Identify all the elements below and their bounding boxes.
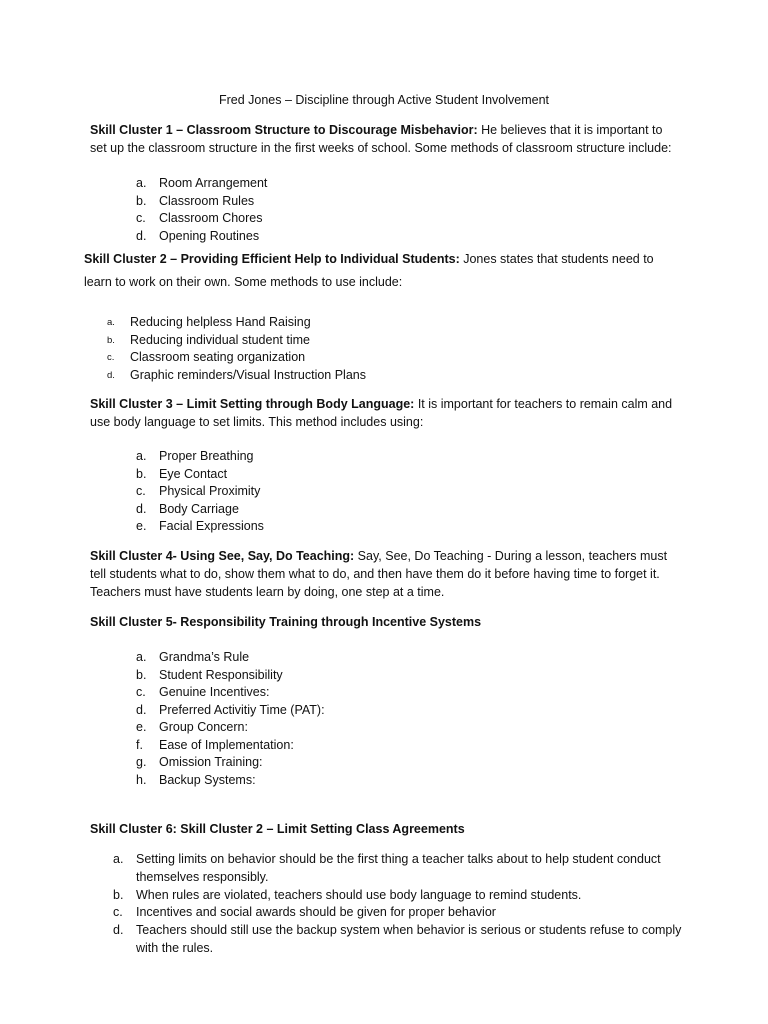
list-item [113, 922, 683, 958]
skill-cluster-4-heading: Skill Cluster 4- Using See, Say, Do Teaching: [90, 549, 355, 563]
list-marker: c. [136, 484, 146, 498]
list-item-text: Genuine Incentives: [159, 685, 270, 699]
list-item-text: Omission Training: [159, 755, 263, 769]
list-item [136, 228, 267, 246]
list-marker: a. [136, 176, 147, 190]
list-item-text: Classroom Rules [159, 193, 255, 208]
list-marker: d. [136, 702, 147, 717]
list-item-text: Body Carriage [159, 501, 239, 516]
list-item-text: Ease of Implementation: [159, 737, 294, 752]
list-marker: b. [113, 887, 124, 902]
list-marker: c. [107, 352, 115, 363]
skill-cluster-2-heading: Skill Cluster 2 – Providing Efficient Help to Individual Students: [84, 252, 460, 266]
list-marker: c. [113, 905, 123, 920]
skill-cluster-3-text: It is important for teachers to remain calm and use body language to set limits. This method includes using: [90, 397, 673, 429]
list-item [107, 332, 366, 350]
list-item-text: Teachers should still use the backup system when behavior is serious or students refuse to comply with the rules. [136, 923, 682, 955]
list-marker: a. [136, 650, 147, 664]
list-item [136, 649, 325, 667]
list-marker: d. [113, 923, 124, 937]
list-item-text: Eye Contact [159, 466, 228, 481]
skill-cluster-3-list [136, 448, 264, 536]
list-item-text: Classroom seating organization [130, 350, 306, 364]
list-marker: a. [107, 317, 115, 328]
list-item [113, 904, 683, 922]
skill-cluster-2-paragraph [84, 248, 674, 294]
list-item-text: Preferred Activitiy Time (PAT): [159, 702, 325, 717]
list-item-text: Proper Breathing [159, 449, 254, 463]
list-item-text: Physical Proximity [159, 484, 261, 498]
skill-cluster-4-paragraph [90, 548, 680, 601]
list-marker: b. [136, 466, 147, 481]
list-marker: f. [136, 737, 143, 752]
skill-cluster-6-list [113, 851, 683, 958]
list-marker: b. [136, 667, 147, 682]
list-item [136, 483, 264, 501]
list-marker: d. [107, 369, 115, 381]
list-marker: a. [136, 449, 147, 463]
list-marker: b. [136, 193, 147, 208]
list-marker: b. [107, 334, 115, 346]
list-item-text: Backup Systems: [159, 772, 256, 787]
skill-cluster-5-heading: Skill Cluster 5- Responsibility Training through Incentive Systems [90, 615, 482, 629]
list-item [136, 737, 325, 755]
list-item-text: Classroom Chores [159, 211, 263, 225]
list-item-text: When rules are violated, teachers should use body language to remind students. [136, 887, 582, 902]
list-item [136, 175, 267, 193]
skill-cluster-6-paragraph [90, 821, 680, 839]
skill-cluster-5-paragraph [90, 614, 680, 632]
skill-cluster-5-list [136, 649, 325, 789]
skill-cluster-2-list [107, 314, 366, 384]
list-item-text: Reducing individual student time [130, 332, 310, 347]
list-marker: e. [136, 720, 147, 734]
list-item-text: Grandma’s Rule [159, 650, 250, 664]
skill-cluster-1-list [136, 175, 267, 245]
list-marker: d. [136, 228, 147, 243]
list-item [136, 702, 325, 720]
list-item [107, 367, 366, 385]
list-marker: c. [136, 685, 146, 699]
list-item-text: Student Responsibility [159, 667, 283, 682]
list-marker: c. [136, 211, 146, 225]
list-item-text: Group Concern: [159, 720, 248, 734]
list-marker: a. [113, 852, 124, 866]
list-marker: d. [136, 501, 147, 516]
list-item [136, 518, 264, 536]
list-marker: g. [136, 755, 147, 769]
list-item [107, 349, 366, 367]
list-marker: h. [136, 772, 147, 787]
list-item-text: Graphic reminders/Visual Instruction Plans [130, 367, 366, 382]
list-item-text: Room Arrangement [159, 176, 268, 190]
list-item [136, 466, 264, 484]
list-item [113, 887, 683, 905]
skill-cluster-2-text: Jones states that students need to learn to work on their own. Some methods to use include: [84, 252, 654, 290]
list-item-text: Facial Expressions [159, 519, 264, 533]
skill-cluster-3-heading: Skill Cluster 3 – Limit Setting through Body Language: [90, 397, 415, 411]
list-item [136, 448, 264, 466]
list-item-text: Opening Routines [159, 228, 260, 243]
list-item [136, 667, 325, 685]
list-item [107, 314, 366, 332]
list-item-text: Reducing helpless Hand Raising [130, 315, 311, 329]
list-item [113, 851, 683, 887]
skill-cluster-1-paragraph [90, 122, 680, 158]
skill-cluster-6-heading: Skill Cluster 6: Skill Cluster 2 – Limit Setting Class Agreements [90, 822, 465, 836]
list-item [136, 210, 267, 228]
list-item [136, 772, 325, 790]
list-marker: e. [136, 519, 147, 533]
list-item-text: Setting limits on behavior should be the first thing a teacher talks about to help student conduct themselves responsibly. [136, 852, 661, 884]
list-item-text: Incentives and social awards should be given for proper behavior [136, 905, 496, 920]
skill-cluster-1-heading: Skill Cluster 1 – Classroom Structure to Discourage Misbehavior: [90, 123, 478, 137]
skill-cluster-4-text: Say, See, Do Teaching - During a lesson, teachers must tell students what to do, show them what to do, and then have them do it before having time to forget it. Teachers must have students learn by doing, one step at a time. [90, 549, 668, 599]
list-item [136, 193, 267, 211]
list-item [136, 501, 264, 519]
skill-cluster-1-text: He believes that it is important to set up the classroom structure in the first weeks of school. Some methods of classroom structure include: [90, 123, 672, 155]
list-item [136, 684, 325, 702]
list-item [136, 719, 325, 737]
document-title: Fred Jones – Discipline through Active Student Involvement [218, 93, 550, 107]
list-item [136, 754, 325, 772]
skill-cluster-3-paragraph [90, 396, 680, 432]
